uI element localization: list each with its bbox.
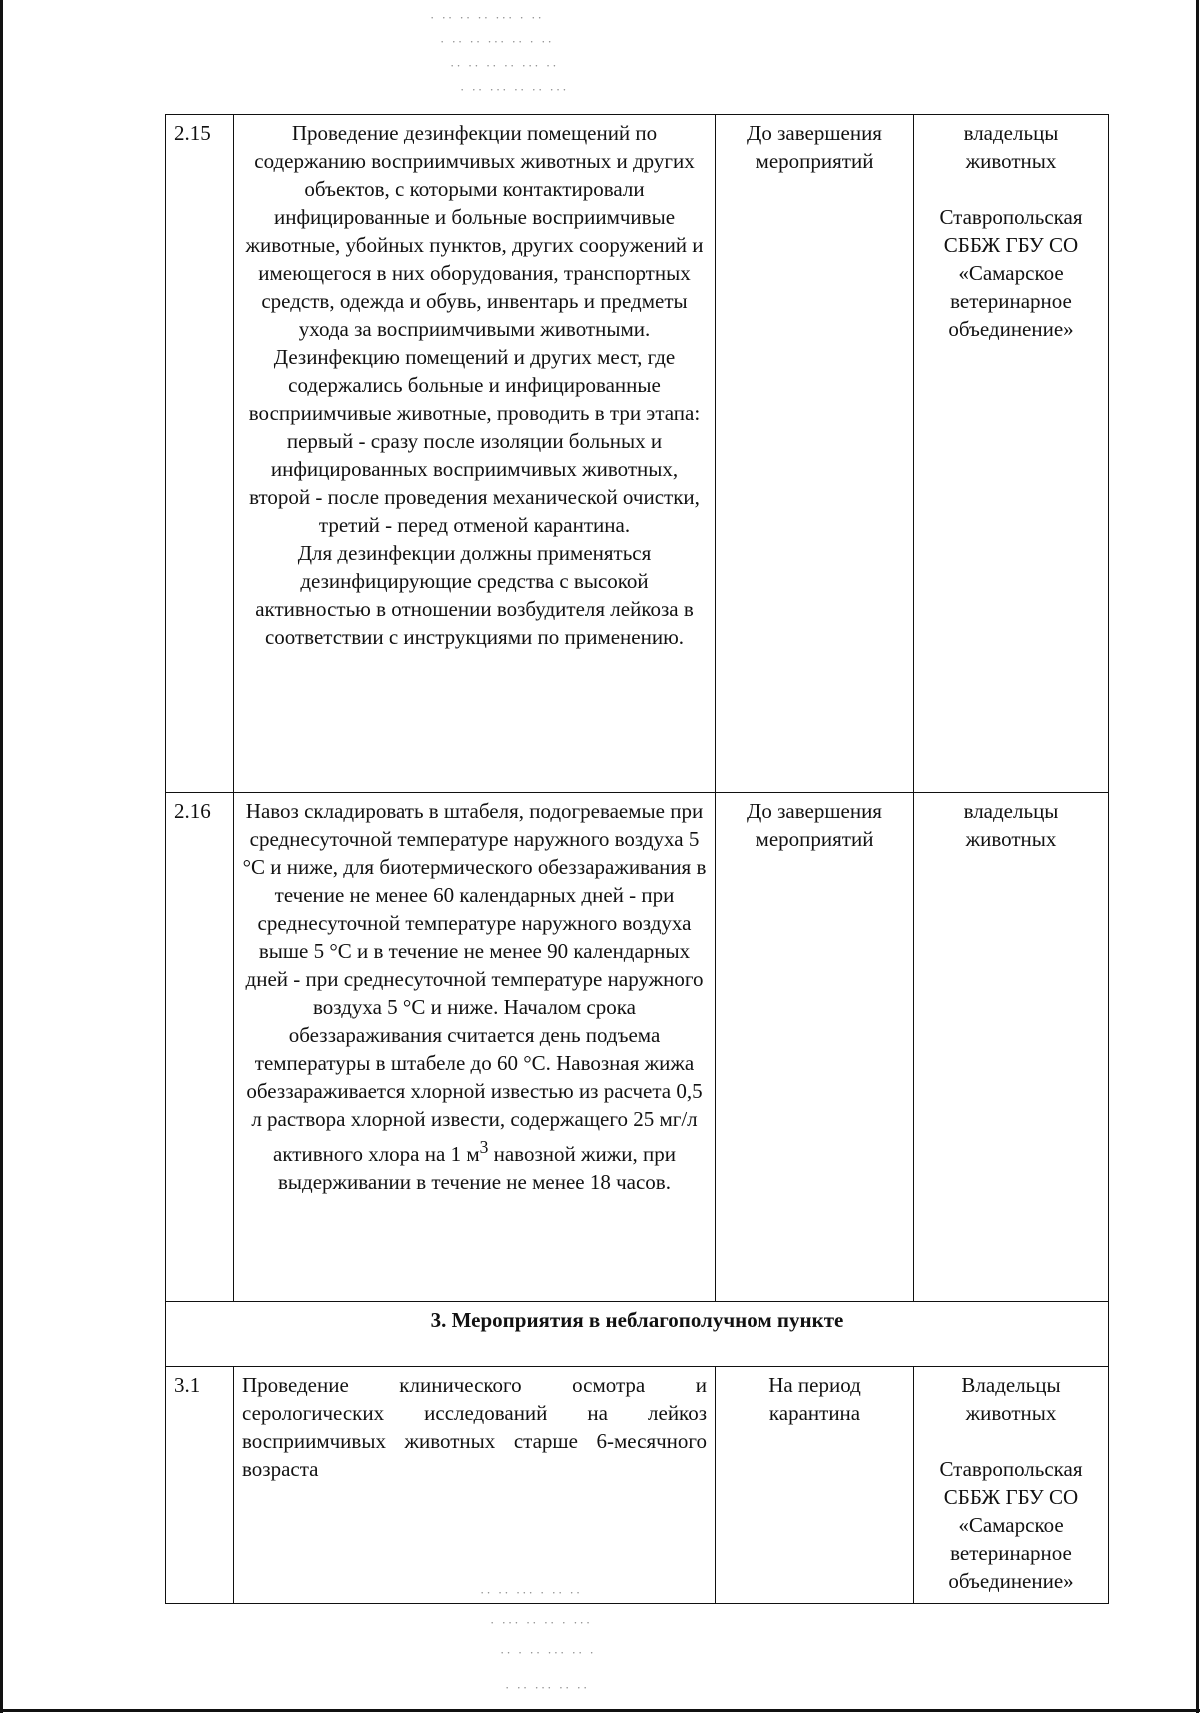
responsible-party: Ставропольская СББЖ ГБУ СО «Самарское ветеринарное объединение» <box>939 205 1083 341</box>
measure-description: Проведение клинического осмотра и серологических исследований на лейкоз восприимчивых животных старше 6-месячного возраста <box>234 1367 716 1604</box>
section-heading-row <box>166 1302 1109 1367</box>
superscript: 3 <box>479 1137 489 1157</box>
row-number: 3.1 <box>166 1367 234 1604</box>
responsible-party: Владельцы животных <box>961 1373 1061 1425</box>
table-row <box>166 793 1109 1302</box>
bleed-through-noise: · ·· ··· ·· ·· ··· <box>460 82 569 97</box>
measure-text: навозной жижи, при выдерживании в течение не менее 18 часов. <box>278 1142 676 1194</box>
measure-term: До завершения мероприятий <box>716 115 914 793</box>
bleed-through-noise: · ·· ·· ··· ·· · ·· <box>440 34 554 49</box>
scan-edge-left <box>0 0 3 1713</box>
paragraph: Проведение дезинфекции помещений по содержанию восприимчивых животных и других объектов, с которыми контактировали инфицированные и больные восприимчивые животные, убойных пунктов, других сооружений и имеющегося в них оборудования, транспортных средств, одежда и обувь, инвентарь и предметы ухода за восприимчивыми животными. <box>245 121 704 341</box>
measure-responsible <box>914 793 1109 1302</box>
measure-text: Навоз складировать в штабеля, подогреваемые при среднесуточной температуре наружного воздуха 5 °С и ниже, для биотермического обеззараживания в течение не менее 60 календарных дней - при среднесуточной температуре наружного воздуха выше 5 °С и в течение не менее 90 календарных дней - при среднесуточной температуре наружного воздуха 5 °С и ниже. Началом срока обеззараживания считается день подъема температуры в штабеле до 60 °С. Навозная жижа обеззараживается хлорной известью из расчета 0,5 л раствора хлорной извести, содержащего 25 мг/л активного хлора на 1 м <box>242 799 707 1166</box>
measure-term: На период карантина <box>716 1367 914 1604</box>
responsible-party: владельцы животных <box>963 121 1059 173</box>
section-heading: 3. Мероприятия в неблагополучном пункте <box>166 1302 1109 1367</box>
measure-description <box>234 115 716 793</box>
measures-table <box>165 114 1109 1604</box>
bleed-through-noise: · ··· ·· ·· · ··· <box>490 1615 593 1630</box>
table-row <box>166 115 1109 793</box>
measure-responsible <box>914 1367 1109 1604</box>
bleed-through-noise: ·· ·· ·· ·· ··· ·· <box>450 58 559 73</box>
responsible-party: Ставропольская СББЖ ГБУ СО «Самарское ветеринарное объединение» <box>939 1457 1083 1593</box>
measure-responsible <box>914 115 1109 793</box>
scan-edge-bottom <box>0 1709 1200 1712</box>
bleed-through-noise: ·· ·· ··· · ·· ·· <box>480 1585 583 1600</box>
bleed-through-noise: ·· · ·· ··· ·· · <box>500 1645 596 1660</box>
table-row <box>166 1367 1109 1604</box>
bleed-through-noise: · ·· ··· ·· ·· <box>505 1680 590 1695</box>
measure-term: До завершения мероприятий <box>716 793 914 1302</box>
paragraph: Дезинфекцию помещений и других мест, где содержались больные и инфицированные восприимчивые животные, проводить в три этапа: первый - сразу после изоляции больных и инфицированных восприимчивых животных, второй - после проведения механической очистки, третий - перед отменой карантина. <box>248 345 701 537</box>
paragraph: Для дезинфекции должны применяться дезинфицирующие средства с высокой активностью в отношении возбудителя лейкоза в соответствии с инструкциями по применению. <box>255 541 694 649</box>
bleed-through-noise: · ·· ·· ·· ··· · ·· <box>430 10 544 25</box>
measure-description <box>234 793 716 1302</box>
row-number: 2.15 <box>166 115 234 793</box>
row-number: 2.16 <box>166 793 234 1302</box>
responsible-party: владельцы животных <box>963 799 1059 851</box>
scan-edge-right <box>1196 0 1199 1713</box>
